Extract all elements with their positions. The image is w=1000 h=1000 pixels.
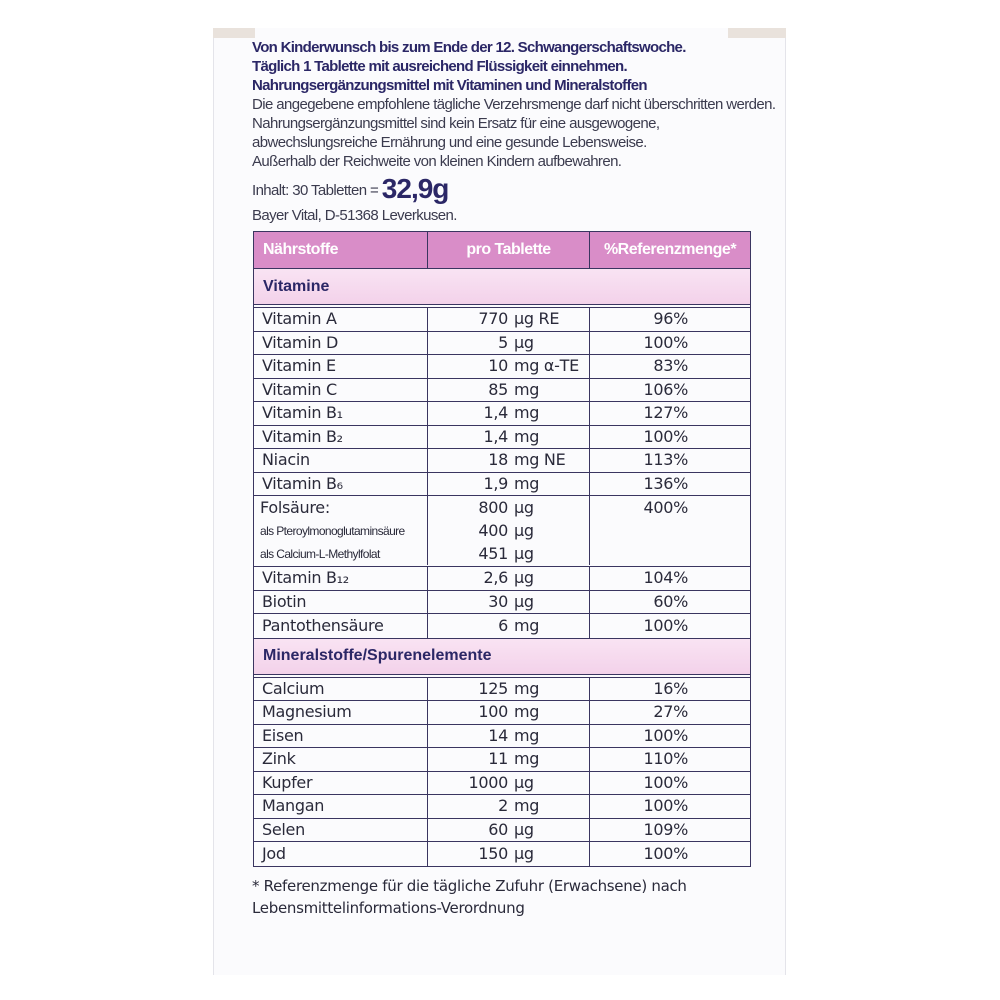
row-amount: 400	[478, 520, 508, 540]
row-amount-cell	[428, 842, 590, 866]
row-amount: 1,4	[483, 403, 508, 423]
section-vitamins: Vitamine	[254, 268, 750, 305]
row-name: Folsäure:	[260, 497, 330, 517]
child-warning: Außerhalb der Reichweite von kleinen Kindern aufbewahren.	[252, 153, 622, 170]
header-per-tablet: pro Tablette	[428, 232, 590, 268]
row-amount: 60	[488, 819, 508, 839]
row-unit: mg	[514, 379, 540, 399]
row-name: Kupfer	[254, 772, 428, 795]
row-unit: µg	[514, 543, 534, 563]
row-amount: 18	[488, 450, 508, 470]
row-name: Mangan	[254, 795, 428, 818]
row-amount: 2,6	[483, 568, 508, 588]
row-name: Eisen	[254, 725, 428, 748]
table-row	[254, 795, 750, 819]
intro-text	[252, 38, 782, 225]
row-amount: 11	[488, 749, 508, 769]
content-info	[252, 174, 782, 206]
row-name: Vitamin B₁₂	[254, 567, 428, 590]
row-percent: 16%	[653, 678, 688, 698]
row-unit: mg	[514, 403, 540, 423]
row-unit: mg	[514, 749, 540, 769]
row-unit: µg RE	[514, 309, 560, 329]
usage-line-1: Von Kinderwunsch bis zum Ende der 12. Schwangerschaftswoche.	[252, 39, 686, 56]
section-minerals: Mineralstoffe/Spurenelemente	[254, 638, 750, 675]
amount-line	[428, 519, 534, 542]
table-row	[254, 379, 750, 403]
row-amount: 1000	[468, 772, 508, 792]
row-name: Jod	[254, 842, 428, 866]
row-percent: 100%	[643, 615, 688, 635]
table-row	[254, 842, 750, 866]
table-row	[254, 402, 750, 426]
row-percent: 400%	[643, 497, 688, 517]
manufacturer: Bayer Vital, D-51368 Leverkusen.	[252, 207, 457, 224]
row-amount-cell	[428, 678, 590, 701]
row-amount-cell	[428, 748, 590, 771]
table-row	[254, 426, 750, 450]
row-percent: 27%	[653, 702, 688, 722]
row-amount: 770	[478, 309, 508, 329]
row-amount-cell	[428, 591, 590, 614]
row-subname: als Pteroylmonoglutaminsäure	[260, 523, 405, 538]
row-unit: mg	[514, 678, 540, 698]
row-unit: mg α-TE	[514, 356, 579, 376]
table-row	[254, 355, 750, 379]
row-amount: 30	[488, 591, 508, 611]
row-amount-cell	[428, 725, 590, 748]
row-unit: µg	[514, 591, 534, 611]
dosage-warning: Die angegebene empfohlene tägliche Verzehrsmenge darf nicht überschritten werden. Nahrungsergänzungsmittel sind kein Ersatz für eine ausgewogene, abwechslungsreiche Ernährung und eine gesunde Lebensweise.	[252, 96, 776, 151]
row-percent: 96%	[653, 309, 688, 329]
row-unit: mg	[514, 615, 540, 635]
row-name: Vitamin A	[254, 308, 428, 331]
footnote: * Referenzmenge für die tägliche Zufuhr (Erwachsene) nach Lebensmittelinformations-Verordnung	[252, 876, 687, 917]
row-name: Biotin	[254, 591, 428, 614]
row-amount: 2	[498, 796, 508, 816]
row-unit: µg	[514, 843, 534, 863]
row-unit: µg	[514, 772, 534, 792]
row-amount-cell	[428, 379, 590, 402]
row-percent: 83%	[653, 356, 688, 376]
table-row	[254, 473, 750, 497]
row-percent: 100%	[643, 843, 688, 863]
row-unit: µg	[514, 819, 534, 839]
amount-line	[428, 542, 534, 565]
row-name: Pantothensäure	[254, 614, 428, 638]
row-amount: 1,4	[483, 426, 508, 446]
row-unit: µg	[514, 568, 534, 588]
row-amount-cell	[428, 449, 590, 472]
table-row	[254, 614, 750, 638]
row-name: Vitamin B₁	[254, 402, 428, 425]
row-unit: mg	[514, 473, 540, 493]
table-row	[254, 332, 750, 356]
row-unit: mg	[514, 426, 540, 446]
row-amount-cell	[428, 772, 590, 795]
row-amount-cell	[428, 795, 590, 818]
row-unit: mg	[514, 702, 540, 722]
row-name: Niacin	[254, 449, 428, 472]
row-name: Vitamin B₂	[254, 426, 428, 449]
row-percent: 100%	[643, 725, 688, 745]
row-name: Vitamin D	[254, 332, 428, 355]
row-amount: 6	[498, 615, 508, 635]
package-flap-left	[213, 28, 255, 38]
row-unit: µg	[514, 520, 534, 540]
table-row	[254, 567, 750, 591]
row-amount: 800	[478, 497, 508, 517]
table-row	[254, 772, 750, 796]
folsaeure-names	[254, 496, 428, 565]
table-row	[254, 308, 750, 332]
content-weight: 32,9g	[381, 173, 449, 204]
row-amount-cell	[428, 701, 590, 724]
row-percent: 109%	[643, 819, 688, 839]
nutrition-table	[253, 231, 751, 867]
table-row	[254, 819, 750, 843]
row-amount-cell	[428, 614, 590, 638]
row-amount-cell	[428, 819, 590, 842]
row-amount-cell	[428, 402, 590, 425]
table-row	[254, 748, 750, 772]
header-nutrients: Nährstoffe	[254, 232, 428, 268]
row-name: Vitamin C	[254, 379, 428, 402]
product-type: Nahrungsergänzungsmittel mit Vitaminen und Mineralstoffen	[252, 77, 647, 94]
row-name: Calcium	[254, 678, 428, 701]
usage-line-2: Täglich 1 Tablette mit ausreichend Flüssigkeit einnehmen.	[252, 58, 627, 75]
row-percent: 60%	[653, 591, 688, 611]
table-row-folsaeure	[254, 496, 750, 567]
row-unit: µg	[514, 497, 534, 517]
row-percent: 104%	[643, 568, 688, 588]
table-row	[254, 591, 750, 615]
row-percent: 100%	[643, 426, 688, 446]
row-amount: 14	[488, 725, 508, 745]
row-percent: 106%	[643, 379, 688, 399]
folsaeure-amounts	[428, 496, 590, 565]
row-amount: 1,9	[483, 473, 508, 493]
table-row	[254, 678, 750, 702]
row-unit: mg	[514, 725, 540, 745]
table-row	[254, 725, 750, 749]
row-amount-cell	[428, 308, 590, 331]
row-amount: 85	[488, 379, 508, 399]
row-amount: 100	[478, 702, 508, 722]
row-unit: mg NE	[514, 450, 566, 470]
row-percent: 100%	[643, 332, 688, 352]
amount-line	[428, 496, 534, 519]
vitamins-group	[254, 305, 750, 496]
row-amount: 125	[478, 678, 508, 698]
content-label: Inhalt: 30 Tabletten =	[252, 182, 382, 199]
row-percent: 110%	[643, 749, 688, 769]
row-amount-cell	[428, 355, 590, 378]
row-percent: 100%	[643, 796, 688, 816]
row-percent: 127%	[643, 403, 688, 423]
row-percent: 100%	[643, 772, 688, 792]
row-amount: 5	[498, 332, 508, 352]
row-unit: mg	[514, 796, 540, 816]
row-percent: 136%	[643, 473, 688, 493]
row-amount: 150	[478, 843, 508, 863]
row-name: Selen	[254, 819, 428, 842]
row-unit: µg	[514, 332, 534, 352]
row-amount-cell	[428, 567, 590, 590]
vitamins-group-2	[254, 567, 750, 638]
row-subname: als Calcium-L-Methylfolat	[260, 546, 380, 561]
header-reference: %Referenzmenge*	[603, 241, 737, 258]
panel-content	[252, 38, 782, 919]
package-flap-right	[728, 28, 786, 38]
row-name: Vitamin B₆	[254, 473, 428, 496]
row-amount-cell	[428, 426, 590, 449]
row-percent: 113%	[643, 450, 688, 470]
folsaeure-percent	[590, 496, 750, 519]
table-row	[254, 701, 750, 725]
row-name: Magnesium	[254, 701, 428, 724]
table-row	[254, 449, 750, 473]
row-amount-cell	[428, 332, 590, 355]
row-name: Zink	[254, 748, 428, 771]
row-name: Vitamin E	[254, 355, 428, 378]
row-amount: 451	[478, 543, 508, 563]
row-amount: 10	[488, 356, 508, 376]
table-header	[254, 232, 750, 268]
minerals-group	[254, 675, 750, 866]
row-amount-cell	[428, 473, 590, 496]
